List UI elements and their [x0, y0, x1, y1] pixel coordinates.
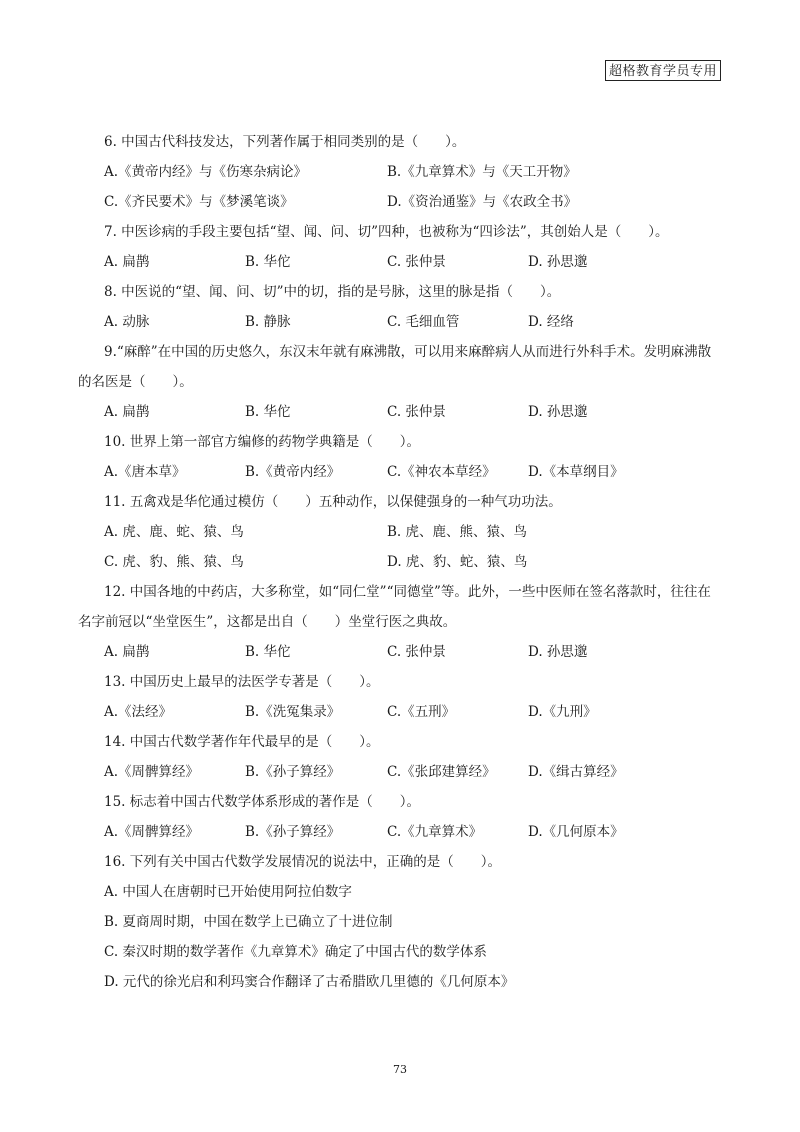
option-b: B.《孙子算经》: [245, 824, 341, 840]
option-b: B. 华佗: [245, 254, 291, 270]
option-d: D.《缉古算经》: [528, 764, 624, 780]
option-c: C. 张仲景: [387, 644, 446, 660]
option-d: D. 孙思邈: [528, 644, 588, 660]
option-c: C.《五刑》: [387, 704, 456, 720]
option-b: B. 静脉: [245, 314, 291, 330]
option-b: B. 华佗: [245, 644, 291, 660]
option-row: [104, 757, 724, 787]
option-d: D. 虎、豹、蛇、猿、鸟: [387, 554, 528, 570]
option-c: C. 秦汉时期的数学著作《九章算术》确定了中国古代的数学体系: [104, 944, 487, 960]
option-a: A. 虎、鹿、蛇、猿、鸟: [104, 524, 244, 540]
question-stem: 10. 世界上第一部官方编修的药物学典籍是（ ）。: [104, 434, 421, 450]
option-row: [104, 157, 724, 187]
question-stem: 16. 下列有关中国古代数学发展情况的说法中，正确的是（ ）。: [104, 854, 502, 870]
question-stem: 6. 中国古代科技发达，下列著作属于相同类别的是（ ）。: [104, 134, 466, 150]
option-d: D. 经络: [528, 314, 574, 330]
option-a: A. 扁鹊: [104, 404, 150, 420]
option-a: A. 扁鹊: [104, 254, 150, 270]
option-a: A.《周髀算经》: [104, 824, 200, 840]
option-row: [104, 637, 724, 667]
question-stem-continued: 名字前冠以“坐堂医生”，这都是出自（ ）坐堂行医之典故。: [78, 614, 457, 630]
option-row: [104, 247, 724, 277]
option-a: A.《黄帝内经》与《伤寒杂病论》: [104, 164, 308, 180]
option-b: B.《九章算术》与《天工开物》: [387, 164, 577, 180]
option-c: C. 虎、豹、熊、猿、鸟: [104, 554, 244, 570]
question-stem: 11. 五禽戏是华佗通过模仿（ ）五种动作，以保健强身的一种气功功法。: [104, 494, 562, 510]
option-row: [104, 307, 724, 337]
option-c: C.《九章算术》: [387, 824, 483, 840]
option-b: B.《黄帝内经》: [245, 464, 341, 480]
option-d: D. 元代的徐光启和利玛窦合作翻译了古希腊欧几里德的《几何原本》: [104, 974, 515, 990]
option-c: C. 张仲景: [387, 404, 446, 420]
option-c: C.《神农本草经》: [387, 464, 496, 480]
page-number: 73: [393, 1063, 407, 1076]
option-a: A.《周髀算经》: [104, 764, 200, 780]
question-stem: 13. 中国历史上最早的法医学专著是（ ）。: [104, 674, 380, 690]
question-stem: 15. 标志着中国古代数学体系形成的著作是（ ）。: [104, 794, 421, 810]
option-a: A. 动脉: [104, 314, 150, 330]
option-d: D. 孙思邈: [528, 254, 588, 270]
header-stamp: 超格教育学员专用: [605, 60, 721, 81]
question-list: [78, 127, 724, 997]
option-row: [104, 457, 724, 487]
option-a: A.《唐本草》: [104, 464, 186, 480]
option-c: C.《齐民要术》与《梦溪笔谈》: [104, 194, 294, 210]
option-d: D. 孙思邈: [528, 404, 588, 420]
option-a: A. 中国人在唐朝时已开始使用阿拉伯数字: [104, 884, 352, 900]
question-stem: 14. 中国古代数学著作年代最早的是（ ）。: [104, 734, 380, 750]
option-c: C. 张仲景: [387, 254, 446, 270]
option-d: D.《资治通鉴》与《农政全书》: [387, 194, 578, 210]
question-stem-continued: 的名医是（ ）。: [78, 374, 193, 390]
option-b: B.《孙子算经》: [245, 764, 341, 780]
option-b: B. 夏商周时期，中国在数学上已确立了十进位制: [104, 914, 393, 930]
question-stem: 9.“麻醉”在中国的历史悠久，东汉末年就有麻沸散，可以用来麻醉病人从而进行外科手术。发明麻沸散: [104, 344, 712, 360]
option-c: C.《张邱建算经》: [387, 764, 496, 780]
option-b: B. 华佗: [245, 404, 291, 420]
option-d: D.《几何原本》: [528, 824, 624, 840]
option-b: B. 虎、鹿、熊、猿、鸟: [387, 524, 528, 540]
question-stem: 7. 中医诊病的手段主要包括“望、闻、问、切”四种，也被称为“四诊法”，其创始人是（ ）。: [104, 224, 669, 240]
option-row: [104, 187, 724, 217]
option-b: B.《洗冤集录》: [245, 704, 341, 720]
option-c: C. 毛细血管: [387, 314, 460, 330]
option-d: D.《本草纲目》: [528, 464, 624, 480]
option-d: D.《九刑》: [528, 704, 597, 720]
option-row: [104, 547, 724, 577]
question-stem: 12. 中国各地的中药店，大多称堂，如“同仁堂”“同德堂”等。此外，一些中医师在签名落款时，往往在: [104, 584, 711, 600]
option-row: [104, 817, 724, 847]
option-row: [104, 517, 724, 547]
option-a: A.《法经》: [104, 704, 173, 720]
option-row: [104, 697, 724, 727]
question-stem: 8. 中医说的“望、闻、问、切”中的切，指的是号脉，这里的脉是指（ ）。: [104, 284, 561, 300]
option-a: A. 扁鹊: [104, 644, 150, 660]
option-row: [104, 397, 724, 427]
